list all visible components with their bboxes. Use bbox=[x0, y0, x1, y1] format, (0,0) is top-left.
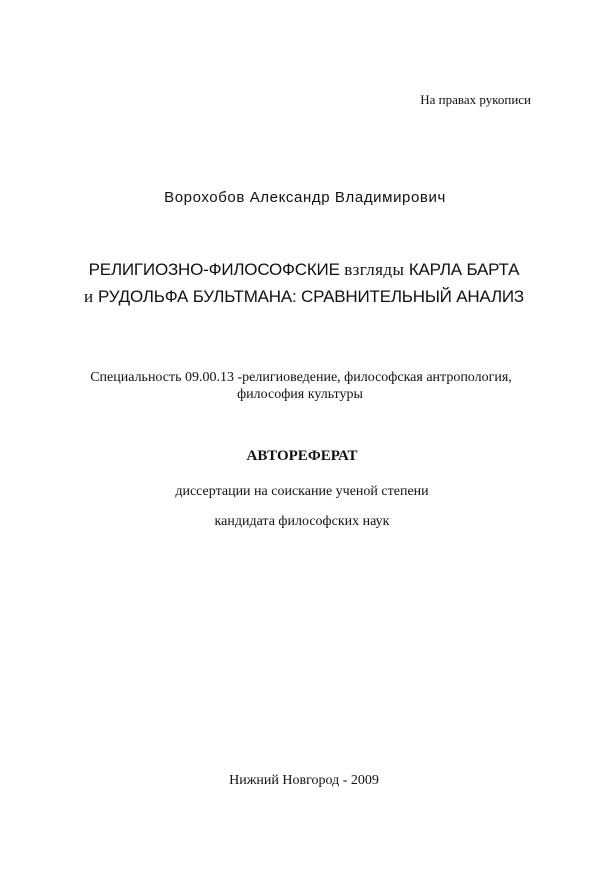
title-line-2-rest: РУДОЛЬФА БУЛЬТМАНА: СРАВНИТЕЛЬНЫЙ АНАЛИЗ bbox=[98, 287, 524, 306]
title-line-2-prefix: и bbox=[84, 287, 94, 306]
author-name: Ворохобов Александр Владимирович bbox=[164, 189, 446, 206]
title-line-1-rest: КАРЛА БАРТА bbox=[408, 260, 520, 279]
place-and-year: Нижний Новгород - 2009 bbox=[229, 773, 379, 788]
manuscript-note: На правах рукописи bbox=[420, 92, 531, 107]
specialty-line-2: философия культуры bbox=[237, 387, 363, 402]
title-line-1 bbox=[0, 260, 600, 280]
title-line-1-upper: РЕЛИГИОЗНО-ФИЛОСОФСКИЕ bbox=[88, 260, 340, 279]
degree-line-2: кандидата философских наук bbox=[214, 514, 390, 529]
title-line-2 bbox=[0, 287, 600, 307]
document-type-heading: АВТОРЕФЕРАТ bbox=[246, 448, 358, 464]
title-line-1-lower: взгляды bbox=[344, 260, 405, 279]
degree-line-1: диссертации на соискание ученой степени bbox=[175, 484, 429, 499]
specialty-line-1: Специальность 09.00.13 -религиоведение, философская антропология, bbox=[90, 370, 512, 385]
